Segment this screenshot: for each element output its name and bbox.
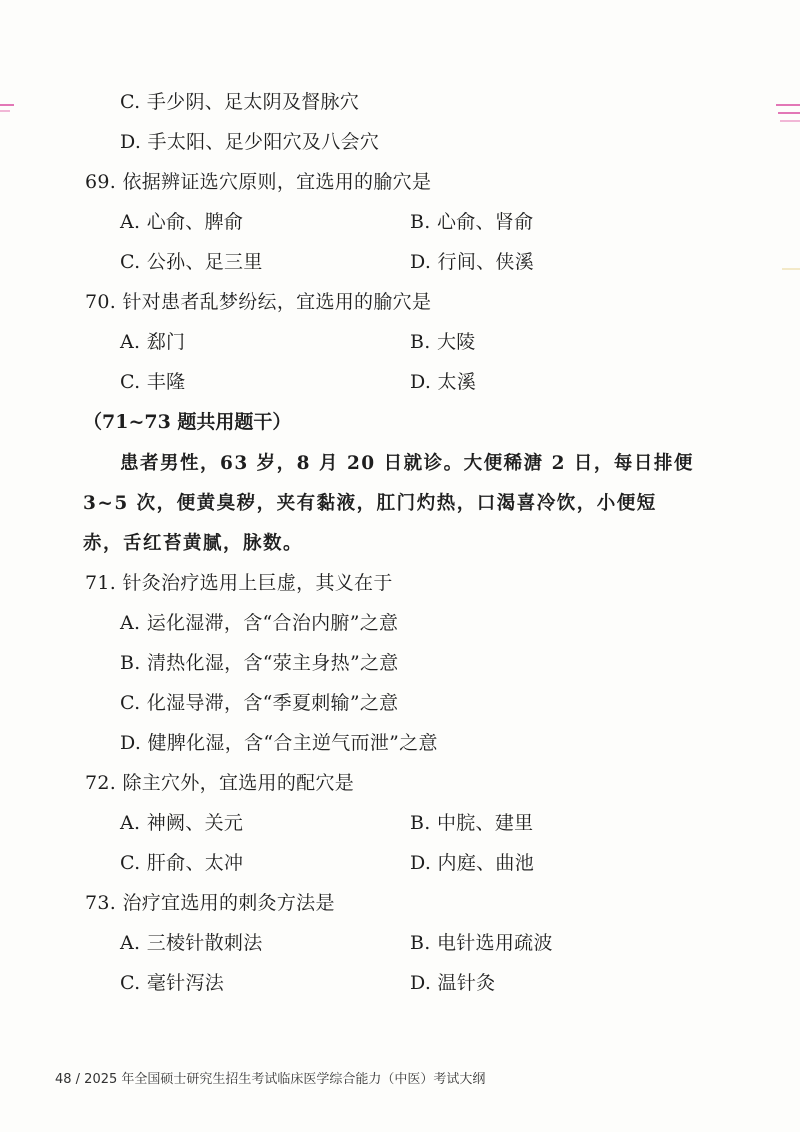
q73-option-a: A. 三棱针散刺法 [120, 932, 263, 954]
stem-paragraph-line: 赤，舌红苔黄腻，脉数。 [83, 533, 304, 554]
q68-option-d: D. 手太阳、足少阳穴及八会穴 [120, 131, 380, 153]
q69-prompt: 69. 依据辨证选穴原则，宜选用的腧穴是 [85, 171, 432, 193]
q71-option-b: B. 清热化湿，含“荥主身热”之意 [120, 652, 399, 674]
q71-prompt: 71. 针灸治疗选用上巨虚，其义在于 [85, 572, 393, 594]
q70-option-c: C. 丰隆 [120, 371, 186, 393]
q72-prompt: 72. 除主穴外，宜选用的配穴是 [85, 772, 355, 794]
right-edge-mark [780, 120, 800, 122]
q73-option-c: C. 毫针泻法 [120, 972, 225, 994]
q71-option-d: D. 健脾化湿，含“合主逆气而泄”之意 [120, 732, 438, 754]
q72-option-b: B. 中脘、建里 [410, 812, 534, 834]
stem-paragraph-line: 患者男性，63 岁，8 月 20 日就诊。大便稀溏 2 日，每日排便 [120, 453, 694, 474]
left-edge-mark [0, 104, 14, 106]
right-edge-mark [782, 268, 800, 270]
stem-paragraph-line: 3~5 次，便黄臭秽，夹有黏液，肛门灼热，口渴喜冷饮，小便短 [83, 493, 657, 514]
q69-option-d: D. 行间、侠溪 [410, 251, 535, 273]
q69-option-b: B. 心俞、肾俞 [410, 211, 534, 233]
right-edge-mark [776, 104, 800, 106]
q73-prompt: 73. 治疗宜选用的刺灸方法是 [85, 892, 335, 914]
q73-option-b: B. 电针选用疏波 [410, 932, 553, 954]
q70-prompt: 70. 针对患者乱梦纷纭，宜选用的腧穴是 [85, 291, 432, 313]
left-edge-mark [0, 110, 10, 112]
q72-option-a: A. 神阙、关元 [120, 812, 244, 834]
q70-option-d: D. 太溪 [410, 371, 477, 393]
q72-option-c: C. 肝俞、太冲 [120, 852, 244, 874]
q69-option-a: A. 心俞、脾俞 [120, 211, 244, 233]
q71-option-c: C. 化湿导滞，含“季夏刺输”之意 [120, 692, 399, 714]
right-edge-mark [778, 112, 800, 114]
q70-option-b: B. 大陵 [410, 331, 476, 353]
q69-option-c: C. 公孙、足三里 [120, 251, 263, 273]
shared-stem-title: （71~73 题共用题干） [83, 411, 292, 433]
q73-option-d: D. 温针灸 [410, 972, 496, 994]
q68-option-c: C. 手少阴、足太阴及督脉穴 [120, 91, 360, 113]
page-footer: 48 / 2025 年全国硕士研究生招生考试临床医学综合能力（中医）考试大纲 [55, 1072, 486, 1087]
q72-option-d: D. 内庭、曲池 [410, 852, 535, 874]
q70-option-a: A. 郄门 [120, 331, 186, 353]
q71-option-a: A. 运化湿滞，含“合治内腑”之意 [120, 612, 399, 634]
